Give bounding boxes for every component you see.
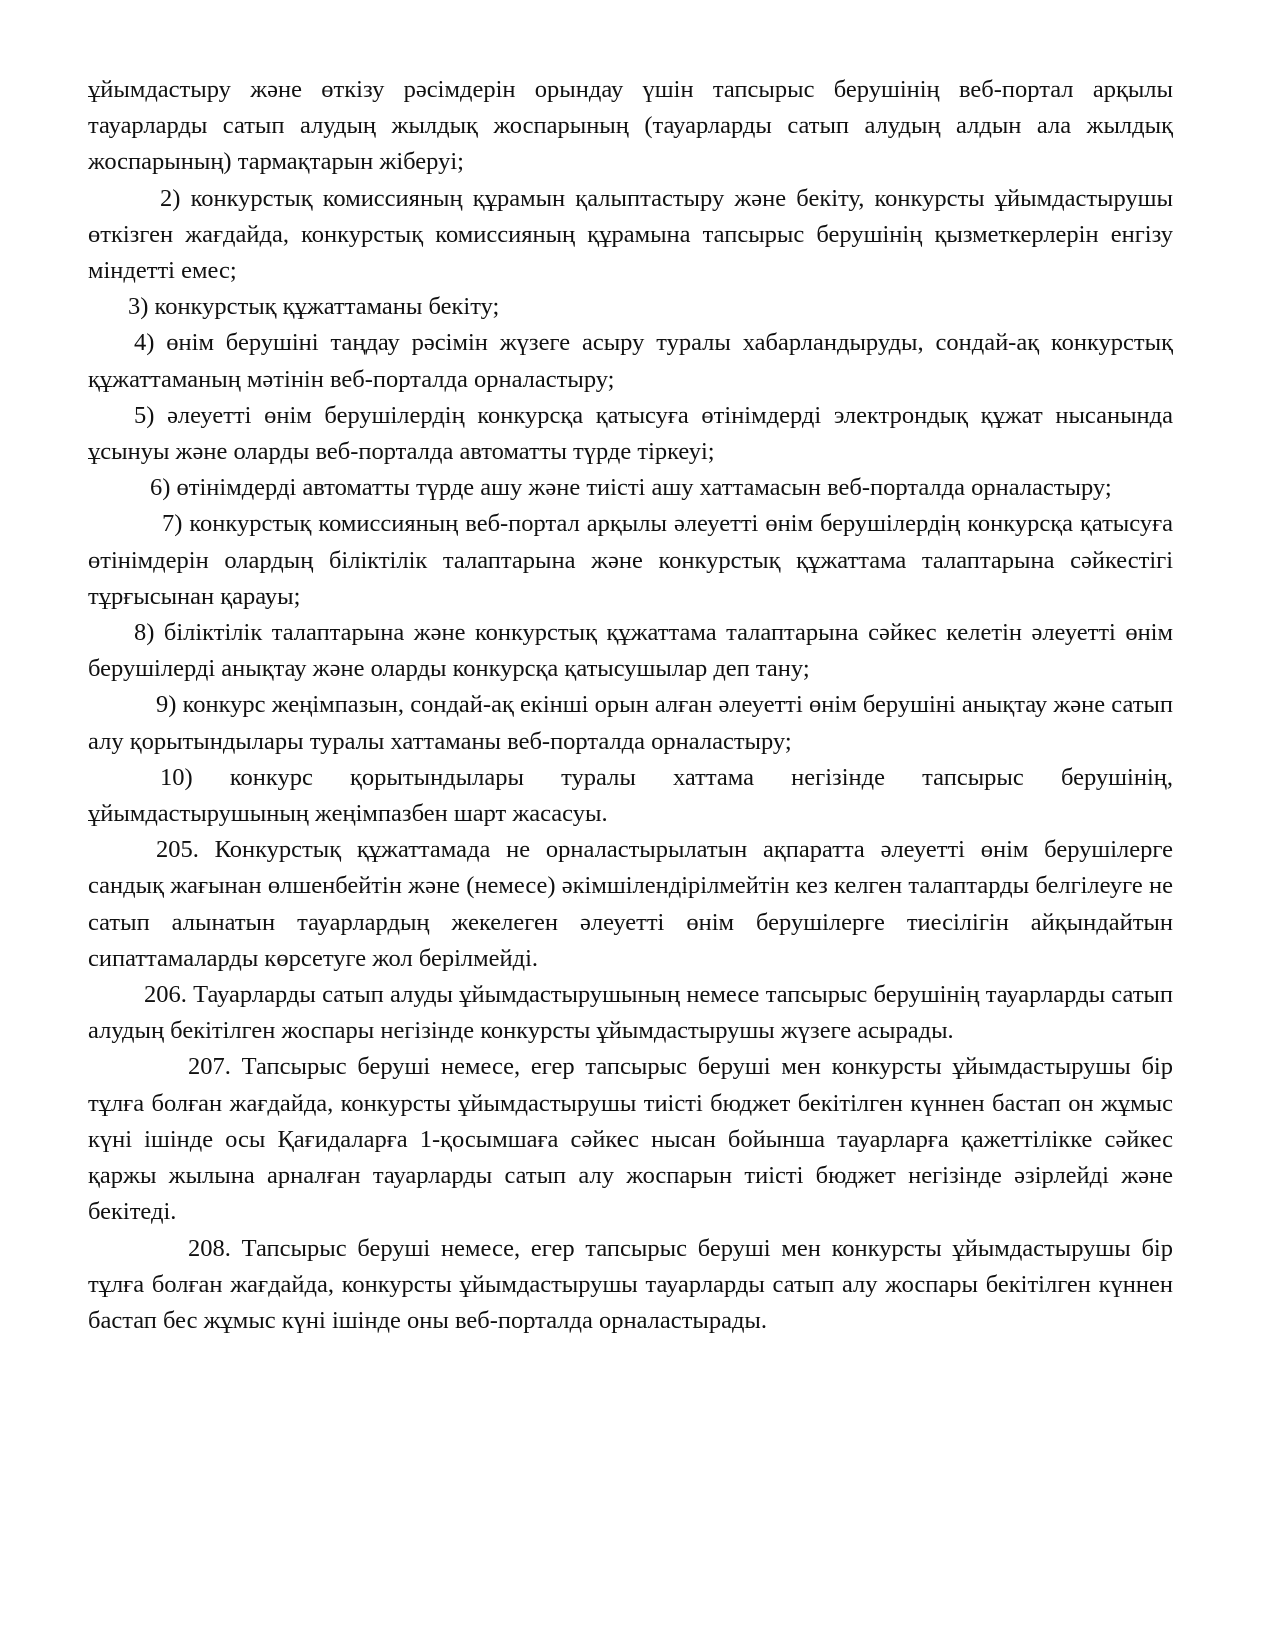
paragraph-205: 205. Конкурстық құжаттамада не орналастырылатын ақпаратта әлеуетті өнім берушілерге сандық жағынан өлшенбейтін және (немесе) әкімшілендірілмейтін кез келген талаптарды белгілеуге не сатып алынатын тауарлардың жекелеген әлеуетті өнім берушілерге тиесілігін айқындайтын сипаттамаларды көрсетуге жол берілмейді. — [88, 836, 1173, 972]
list-item-10: 10) конкурс қорытындылары туралы хаттама негізінде тапсырыс берушінің, ұйымдастырушының жеңімпазбен шарт жасасуы. — [88, 763, 1173, 828]
list-item-3: 3) конкурстық құжаттаманы бекіту; — [128, 293, 500, 321]
paragraph-206: 206. Тауарларды сатып алуды ұйымдастырушының немесе тапсырыс берушінің тауарларды сатып алудың бекітілген жоспары негізінде конкурсты ұйымдастырушы жүзеге асырады. — [88, 981, 1173, 1045]
list-item-8: 8) біліктілік талаптарына және конкурстық құжаттама талаптарына сәйкес келетін әлеуетті өнім берушілерді анықтау және оларды конкурсқа қатысушылар деп тану; — [88, 619, 1173, 683]
list-item-6: 6) өтінімдерді автоматты түрде ашу және тиісті ашу хаттамасын веб-порталда орналастыру; — [150, 474, 1112, 502]
paragraph-208: 208. Тапсырыс беруші немесе, егер тапсырыс беруші мен конкурсты ұйымдастырушы бір тұлға болған жағдайда, конкурсты ұйымдастырушы тауарларды сатып алу жоспары бекітілген күннен бастап бес жұмыс күні ішінде оны веб-порталда орналастырады. — [88, 1234, 1173, 1334]
list-item-2: 2) конкурстық комиссияның құрамын қалыптастыру және бекіту, конкурсты ұйымдастырушы өткізген жағдайда, конкурстық комиссияның құрамына тапсырыс берушінің қызметкерлерін енгізу міндетті емес; — [88, 184, 1173, 285]
paragraph-continued: ұйымдастыру және өткізу рәсімдерін орындау үшін тапсырыс берушінің веб-портал арқылы тауарларды сатып алудың жылдық жоспарының (тауарларды сатып алудың алдын ала жылдық жоспарының) тармақтарын жіберуі; — [88, 76, 1173, 176]
paragraph-207: 207. Тапсырыс беруші немесе, егер тапсырыс беруші мен конкурсты ұйымдастырушы бір тұлға болған жағдайда, конкурсты ұйымдастырушы тиісті бюджет бекітілген күннен бастап он жұмыс күні ішінде осы Қағидаларға 1-қосымшаға сәйкес нысан бойынша тауарларға қажеттілікке сәйкес қаржы жылына арналған тауарларды сатып алу жоспарын тиісті бюджет негізінде әзірлейді және бекітеді. — [88, 1053, 1173, 1226]
list-item-4: 4) өнім берушіні таңдау рәсімін жүзеге асыру туралы хабарландыруды, сондай-ақ конкурстық құжаттаманың мәтінін веб-порталда орналастыру; — [88, 329, 1173, 393]
document-page — [88, 72, 1173, 1339]
list-item-5: 5) әлеуетті өнім берушілердің конкурсқа қатысуға өтінімдерді электрондық құжат нысанында ұсынуы және оларды веб-порталда автоматты түрде тіркеуі; — [88, 401, 1173, 466]
list-item-7: 7) конкурстық комиссияның веб-портал арқылы әлеуетті өнім берушілердің конкурсқа қатысуға өтінімдерін олардың біліктілік талаптарына және конкурстық құжаттама талаптарына сәйкестігі тұрғысынан қарауы; — [88, 510, 1173, 610]
list-item-9: 9) конкурс жеңімпазын, сондай-ақ екінші орын алған әлеуетті өнім берушіні анықтау және сатып алу қорытындылары туралы хаттаманы веб-порталда орналастыру; — [88, 691, 1173, 755]
